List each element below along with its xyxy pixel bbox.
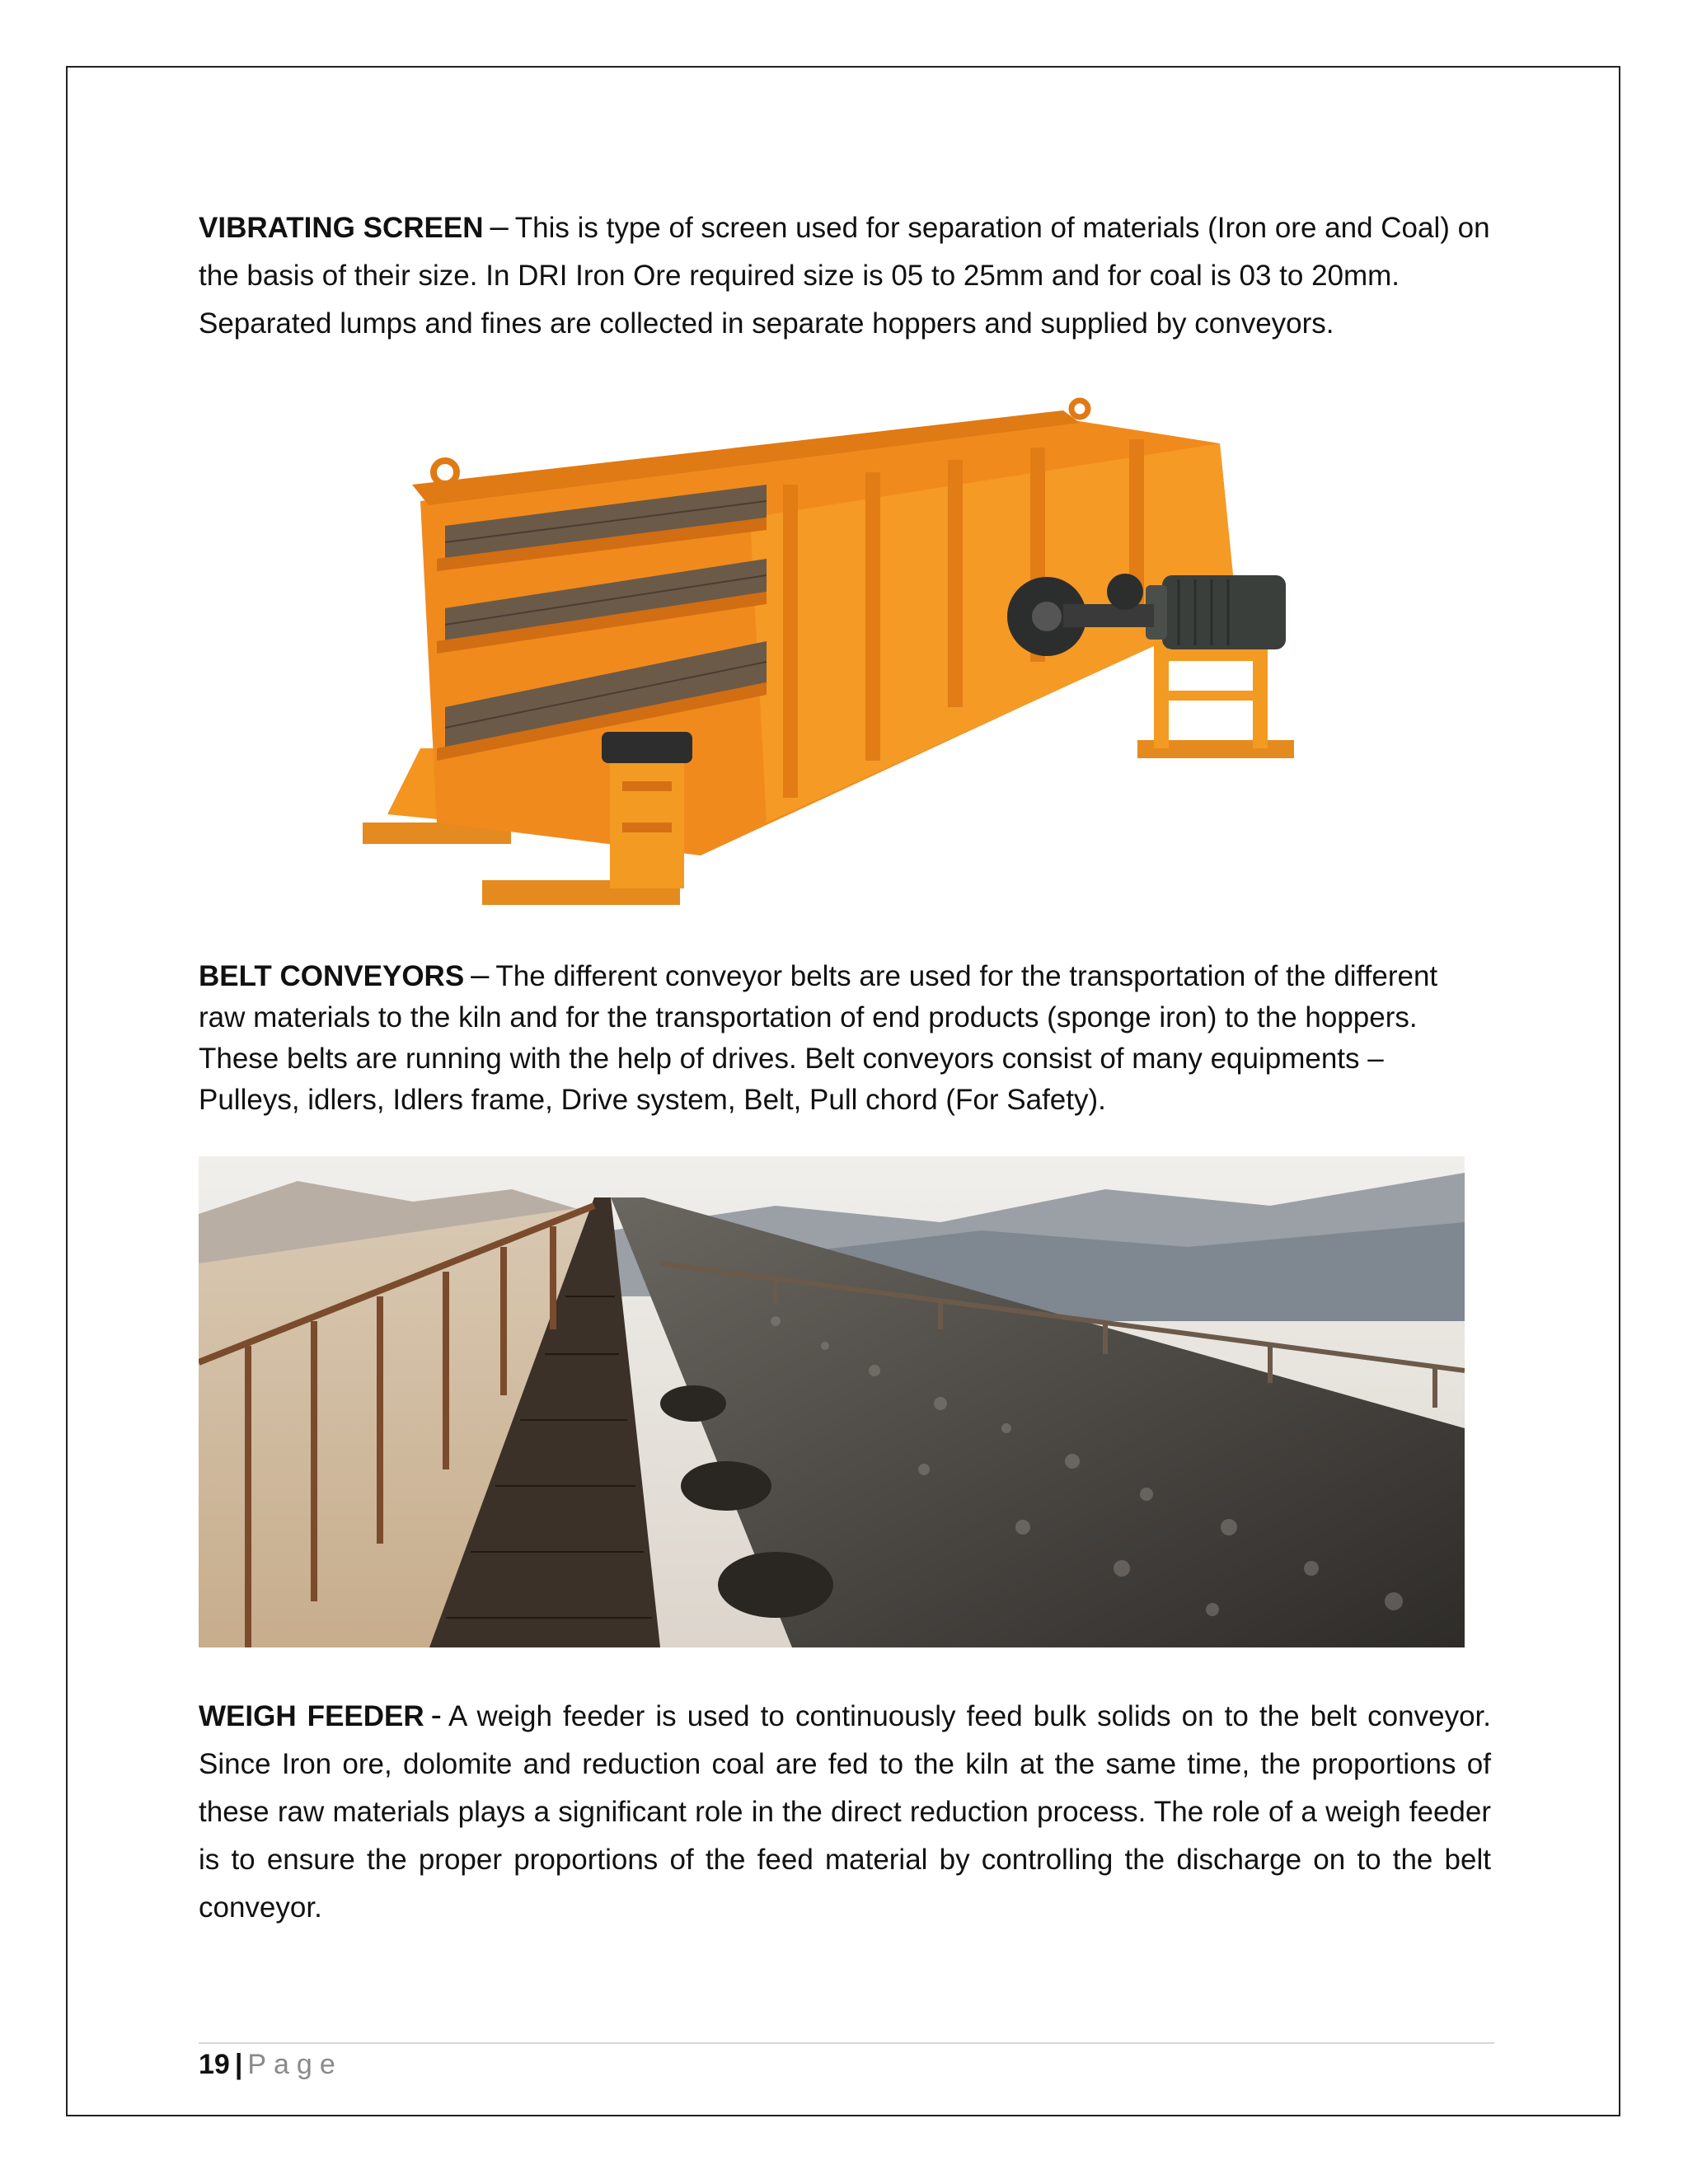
belt-conveyors-heading: BELT CONVEYORS xyxy=(199,960,465,992)
heading-dash: – xyxy=(471,957,490,993)
footer-separator: | xyxy=(234,2049,243,2080)
heading-dash: – xyxy=(490,209,509,245)
belt-conveyors-paragraph xyxy=(199,954,1468,1121)
page-footer xyxy=(199,2046,343,2083)
belt-conveyors-text: The different conveyor belts are used for the transportation of the different raw materials to the kiln and for the transportation of end products (sponge iron) to the hoppers. These belts are running with the help of drives. Belt conveyors consist of many equipments – Pulleys, idlers, Idlers frame, Drive system, Belt, Pull chord (For Safety). xyxy=(199,960,1438,1116)
vibrating-screen-text: This is type of screen used for separation of materials (Iron ore and Coal) on the basis of their size. In DRI Iron Ore required size is 05 to 25mm and for coal is 03 to 20mm. Separated lumps and fines are collected in separate hoppers and supplied by conveyors. xyxy=(199,212,1490,340)
vibrating-screen-heading: VIBRATING SCREEN xyxy=(199,212,484,244)
vibrating-screen-image xyxy=(338,394,1327,938)
belt-conveyor-image xyxy=(199,1156,1465,1647)
heading-dash: - xyxy=(430,1697,442,1733)
weigh-feeder-heading: WEIGH FEEDER xyxy=(199,1700,424,1732)
page-number: 19 xyxy=(199,2049,230,2080)
weigh-feeder-text: A weigh feeder is used to continuously feed bulk solids on to the belt conveyor. Since Iron ore, dolomite and reduction coal are fed to the kiln at the same time, the proportions of these raw materials plays a significant role in the direct reduction process. The role of a weigh feeder is to ensure the proper proportions of the feed material by controlling the discharge on to the belt conveyor. xyxy=(199,1700,1491,1924)
weigh-feeder-paragraph xyxy=(199,1691,1491,1932)
footer-rule xyxy=(199,2042,1494,2044)
vibrating-screen-paragraph xyxy=(199,203,1491,348)
page-label: Page xyxy=(247,2049,343,2080)
